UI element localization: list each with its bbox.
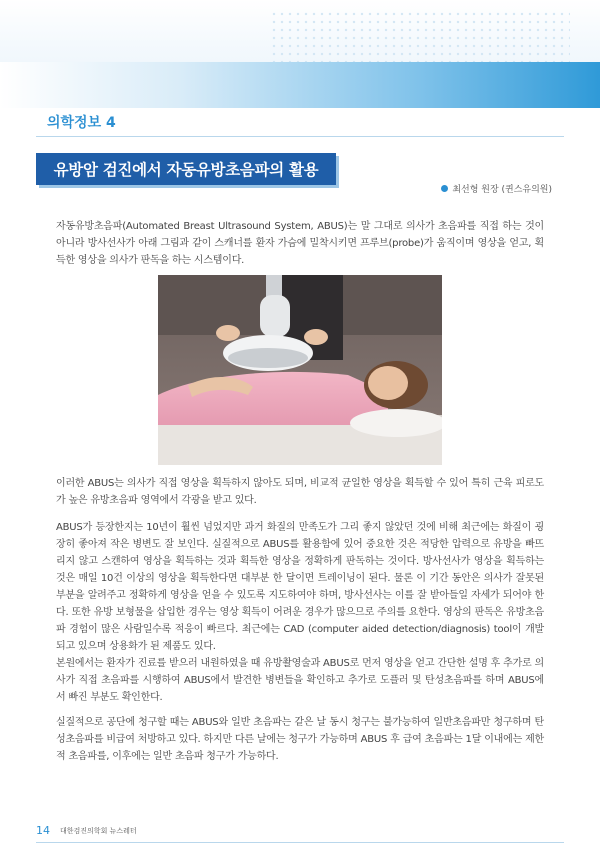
paragraph-1: 자동유방초음파(Automated Breast Ultrasound System, ABUS)는 말 그대로 의사가 초음파를 직접 하는 것이 아니라 방사선사가 아래 그림과 같이 스캐너를 환자 가슴에 밀착시키면 프루브(probe)가 움직이며 영상을 얻고, 획득한 영상을 의사가 판독을 하는 시스템이다.	[56, 221, 544, 266]
publication-name: 대한검진의학회 뉴스레터	[60, 827, 137, 835]
section-title: 의학정보 4	[47, 115, 116, 131]
paragraph-5: 실질적으로 공단에 청구할 때는 ABUS와 일반 초음파는 같은 날 동시 청구는 불가능하여 일반초음파만 청구하며 탄성초음파를 비급여 처방하고 있다. 하지만 다른 날에는 청구가 가능하며 ABUS 후 급여 초음파는 1달 이내에는 제한적 초음파를, 이후에는 일반 초음파 청구가 가능하다.	[56, 717, 544, 762]
article-headline: 유방암 검진에서 자동유방초음파의 활용	[53, 161, 319, 179]
section-divider	[36, 136, 564, 137]
bullet-icon	[441, 185, 448, 192]
page-number: 14	[36, 824, 50, 837]
abus-scan-photo	[158, 275, 442, 465]
footer-divider	[36, 842, 564, 843]
header-decoration	[0, 0, 600, 108]
author-line	[441, 182, 552, 195]
paragraph-2: 이러한 ABUS는 의사가 직접 영상을 획득하지 않아도 되며, 비교적 균일한 영상을 획득할 수 있어 특히 근육 피로도가 높은 유방초음파 영역에서 각광을 받고 있다.	[56, 478, 544, 506]
author-name: 최선형 원장 (퀸스유의원)	[452, 185, 552, 195]
headline-banner	[36, 153, 336, 185]
paragraph-3: ABUS가 등장한지는 10년이 훨씬 넘었지만 과거 화질의 만족도가 그리 좋지 않았던 것에 비해 최근에는 화질이 굉장히 좋아져 작은 병변도 잘 보인다. 실질적으로 ABUS를 활용함에 있어 중요한 것은 적당한 압력으로 유방을 빠뜨리지 않고 스캔하여 영상을 획득하는 것과 획득한 영상을 정확하게 판독하는 것이다. 방사선사가 영상을 획득하는 것은 매일 10건 이상의 영상을 획득한다면 대부분 한 달이면 트레이닝이 된다. 물론 이 기간 동안은 의사가 잘못된 부분을 알려주고 정확하게 영상을 얻을 수 있도록 지도하여야 하며, 방사선사는 이를 잘 받아들일 자세가 되어야 한다. 또한 유방 보형물을 삽입한 경우는 영상 획득이 어려운 경우가 많으므로 주의를 요한다. 영상의 판독은 유방초음파 경험이 많은 사람일수록 적응이 빠르다. 최근에는 CAD (computer aided detection/diagnosis) tool이 개발되고 있으며 상용화가 된 제품도 있다.	[56, 522, 544, 652]
paragraph-4: 본원에서는 환자가 진료를 받으러 내원하였을 때 유방촬영술과 ABUS로 먼저 영상을 얻고 간단한 설명 후 추가로 의사가 직접 초음파를 시행하여 ABUS에서 발견한 병변들을 확인하고 추가로 도플러 및 탄성초음파를 하며 ABUS에서 빠진 부분도 확인한다.	[56, 658, 544, 703]
